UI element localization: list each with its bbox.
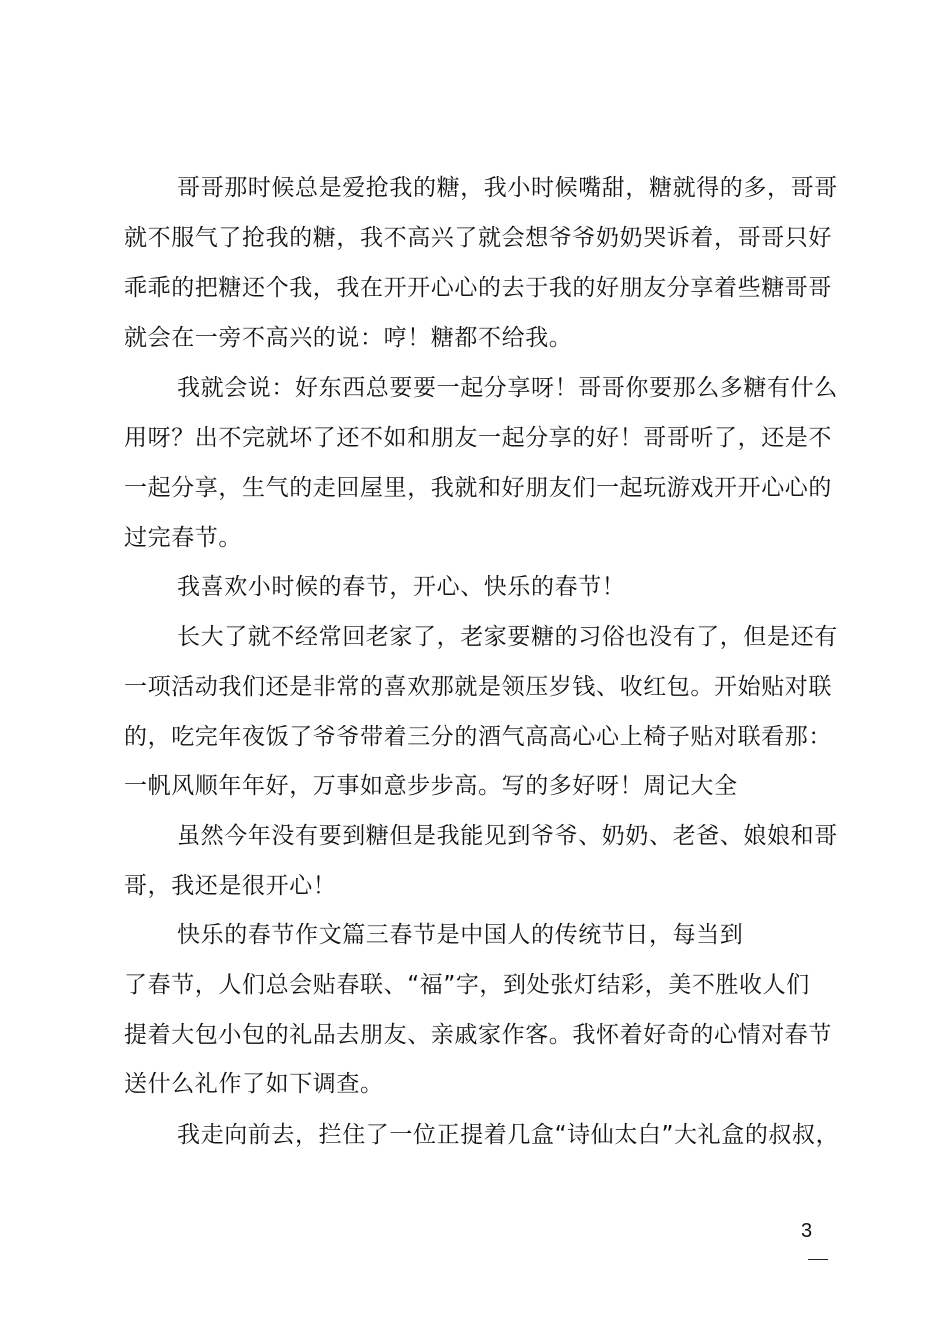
paragraph-7-line-1: 我走向前去，拦住了一位正提着几盒“诗仙太白”大礼盒的叔叔， xyxy=(177,1122,840,1148)
paragraph-4-line-4: 一帆风顺年年好，万事如意步步高。写的多好呀！周记大全 xyxy=(124,773,738,799)
paragraph-5-line-1: 虽然今年没有要到糖但是我能见到爷爷、奶奶、老爸、娘娘和哥 xyxy=(177,823,838,849)
page-number: 3 xyxy=(801,1220,813,1242)
paragraph-1-line-4: 就会在一旁不高兴的说：哼！糖都不给我。 xyxy=(124,325,573,351)
page-number-rule xyxy=(808,1259,828,1260)
paragraph-6-line-1: 快乐的春节作文篇三春节是中国人的传统节日，每当到 xyxy=(177,922,744,948)
paragraph-1-line-2: 就不服气了抢我的糖，我不高兴了就会想爷爷奶奶哭诉着，哥哥只好 xyxy=(124,225,832,251)
paragraph-2-line-3: 一起分享，生气的走回屋里，我就和好朋友们一起玩游戏开开心心的 xyxy=(124,475,832,501)
paragraph-1-line-1: 哥哥那时候总是爱抢我的糖，我小时候嘴甜，糖就得的多，哥哥 xyxy=(177,175,838,201)
paragraph-1-line-3: 乖乖的把糖还个我，我在开开心心的去于我的好朋友分享着些糖哥哥 xyxy=(124,275,832,301)
paragraph-3-line-1: 我喜欢小时候的春节，开心、快乐的春节！ xyxy=(177,574,626,600)
paragraph-2-line-2: 用呀？出不完就坏了还不如和朋友一起分享的好！哥哥听了，还是不 xyxy=(124,425,832,451)
paragraph-4-line-3: 的，吃完年夜饭了爷爷带着三分的酒气高高心心上椅子贴对联看那： xyxy=(124,724,832,750)
paragraph-6-line-4: 送什么礼作了如下调查。 xyxy=(124,1071,384,1097)
paragraph-6-line-3: 提着大包小包的礼品去朋友、亲戚家作客。我怀着好奇的心情对春节 xyxy=(124,1022,832,1048)
paragraph-6-line-2: 了春节，人们总会贴春联、“福”字，到处张灯结彩，美不胜收人们 xyxy=(124,972,810,998)
paragraph-2-line-4: 过完春节。 xyxy=(124,525,242,551)
paragraph-5-line-2: 哥，我还是很开心！ xyxy=(124,873,337,899)
paragraph-4-line-2: 一项活动我们还是非常的喜欢那就是领压岁钱、收红包。开始贴对联 xyxy=(124,674,832,700)
paragraph-2-line-1: 我就会说：好东西总要要一起分享呀！哥哥你要那么多糖有什么 xyxy=(177,375,838,401)
paragraph-4-line-1: 长大了就不经常回老家了，老家要糖的习俗也没有了，但是还有 xyxy=(177,624,838,650)
